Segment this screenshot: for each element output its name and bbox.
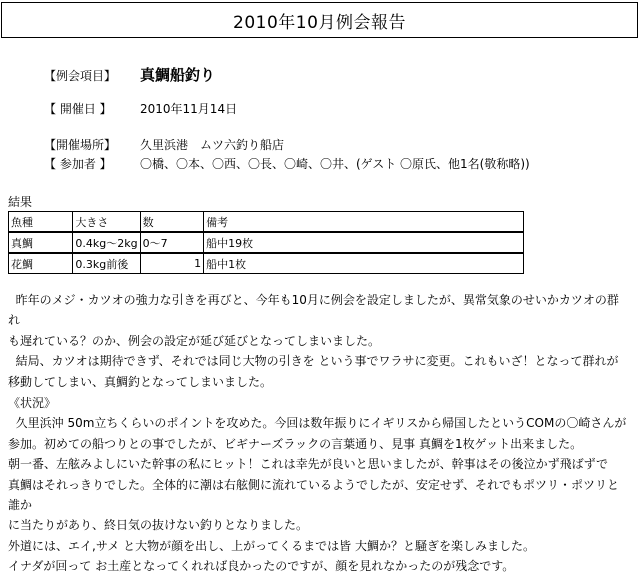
table-row — [9, 232, 524, 253]
report-title: 2010年10月例会報告 — [1, 2, 638, 38]
status-line: に当たりがあり、終日気の抜けない釣りとなりました。 — [8, 518, 309, 533]
cell-size: 0.4kg～2kg — [73, 232, 140, 253]
info-date-value: 2010年11月14日 — [140, 102, 238, 116]
info-participants-label: 【 参加者 】 — [44, 157, 112, 171]
info-venue-label: 【開催場所】 — [44, 138, 117, 152]
status-heading: 《状況》 — [8, 396, 57, 410]
status-line: イナダが回って お土産となってくれれば良かったのですが、顔を見れなかったのが残念です。 — [8, 559, 515, 574]
info-participants-value: 〇橋、〇本、〇西、〇長、〇崎、〇井、(ゲスト 〇原氏、他1名(敬称略)) — [140, 157, 530, 171]
intro-line: 昨年のメジ・カツオの強力な引きを再びと、今年も10月に例会を設定しましたが、異常気象のせいかカツオの群れ — [8, 293, 619, 328]
results-label: 結果 — [8, 195, 33, 209]
cell-count: 1 — [140, 253, 203, 274]
status-line: 朝一番、左舷みよしにいた幹事の私にヒット！これは幸先が良いと思いましたが、幹事はその後泣かず飛ばずで — [8, 457, 609, 472]
header-notes: 備考 — [204, 212, 524, 233]
intro-line: も遅れている？のか、例会の設定が延び延びとなってしまいました。 — [8, 333, 381, 348]
results-header-row — [9, 212, 524, 233]
intro-line: 結局、カツオは期待できず、それでは同じ大物の引きを という事でワラサに変更。これもいざ！となって群れが — [15, 354, 619, 369]
cell-count: 0～7 — [140, 232, 203, 253]
intro-line: 移動してしまい、真鯛釣となってしまいました。 — [8, 374, 273, 389]
status-line: 参加。初めての船つりとの事でしたが、ビギナーズラックの言葉通り、見事 真鯛を1枚ゲット出来ました。 — [8, 436, 583, 451]
info-venue — [44, 136, 284, 153]
cell-species: 花鯛 — [9, 253, 73, 274]
header-species: 魚種 — [9, 212, 73, 233]
table-row — [9, 253, 524, 274]
header-count: 数 — [140, 212, 203, 233]
status-line: 外道には、エイ,サメ と大物が顔を出し、上がってくるまでは皆 大鯛か？と騒ぎを楽しみました。 — [8, 538, 535, 553]
status-line: 真鯛はそれっきりでした。全体的に潮は右舷側に流れているようでしたが、安定せず、それでもポツリ・ポツリと誰か — [8, 477, 620, 513]
info-event-item — [44, 64, 215, 85]
cell-notes: 船中1枚 — [204, 253, 524, 274]
info-event-item-value: 真鯛船釣り — [140, 66, 216, 84]
info-event-item-label: 【例会項目】 — [44, 69, 117, 83]
header-size: 大きさ — [73, 212, 140, 233]
info-venue-value: 久里浜港 ムツ六釣り船店 — [140, 138, 285, 152]
cell-notes: 船中19枚 — [204, 232, 524, 253]
info-date — [44, 100, 237, 117]
status-line: 久里浜沖 50m立ちくらいのポイントを攻めた。今回は数年振りにイギリスから帰国したというCOMの〇崎さんが — [15, 416, 627, 431]
results-table — [8, 211, 524, 274]
intro-paragraph — [8, 290, 628, 392]
info-date-label: 【 開催日 】 — [44, 102, 112, 116]
cell-size: 0.3kg前後 — [73, 253, 140, 274]
cell-species: 真鯛 — [9, 232, 73, 253]
status-section — [8, 393, 628, 577]
info-participants — [44, 155, 530, 172]
